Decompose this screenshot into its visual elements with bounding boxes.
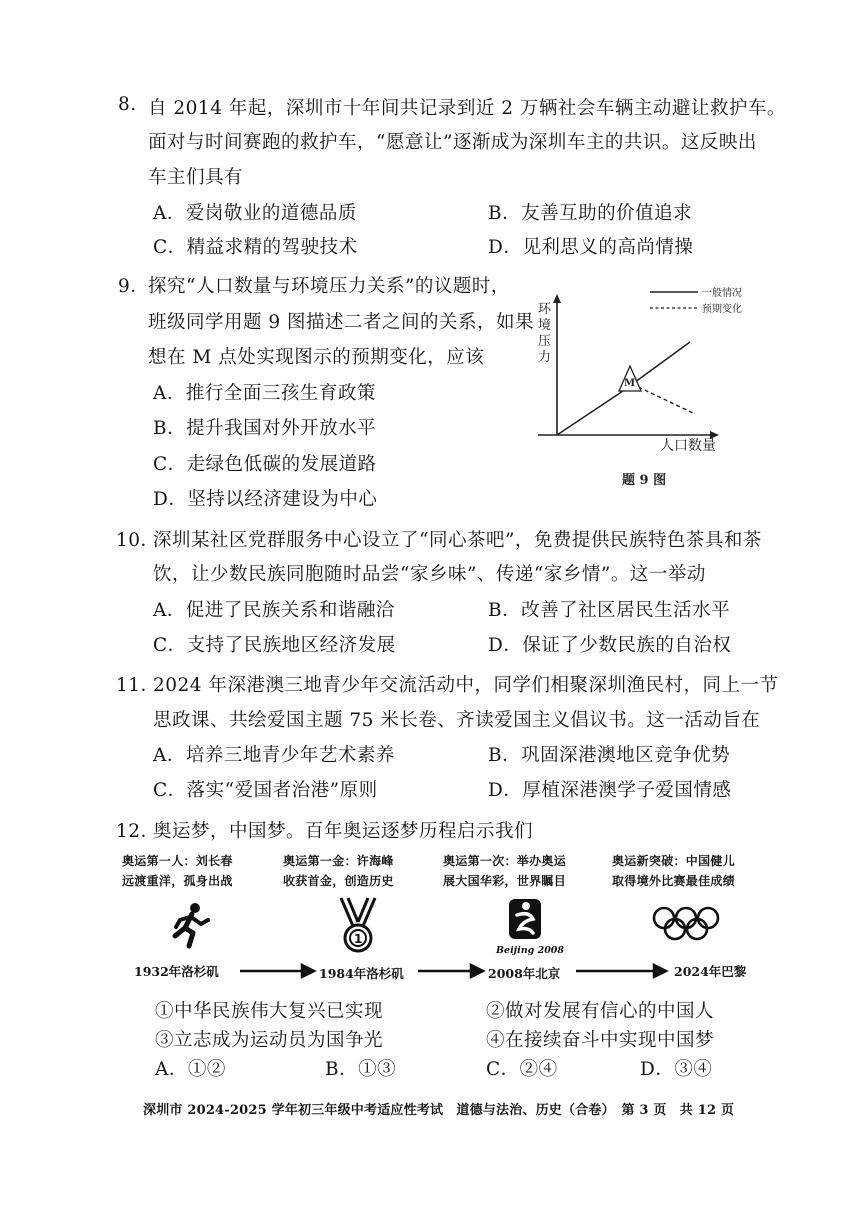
- q8-stem-line-1: 自 2014 年起，深圳市十年间共记录到近 2 万辆社会车辆主动避让救护车。: [148, 98, 786, 119]
- q9-figure: [520, 280, 770, 495]
- q8-number: 8.: [118, 94, 137, 115]
- timeline-arrows: [0, 960, 867, 984]
- x-axis-label: 人口数量: [660, 438, 716, 454]
- q12-statement-1: ①中华民族伟大复兴已实现: [155, 1001, 384, 1022]
- q9-number: 9．: [118, 276, 150, 297]
- q10-option-b[interactable]: B．改善了社区居民生活水平: [488, 600, 731, 621]
- page-footer: 深圳市 2024-2025 学年初三年级中考适应性考试 道德与法治、历史（合卷） 第 3 页 共 12 页: [143, 1103, 735, 1118]
- q9-option-a[interactable]: A．推行全面三孩生育政策: [153, 383, 376, 404]
- q8-option-c[interactable]: C．精益求精的驾驶技术: [153, 237, 358, 258]
- q8-stem-line-2: 面对与时间赛跑的救护车，“愿意让”逐渐成为深圳车主的共识。这反映出: [148, 132, 757, 153]
- q8-option-a[interactable]: A．爱岗敬业的道德品质: [153, 203, 357, 224]
- arrow-2-head: [471, 965, 483, 977]
- q10-stem-line-2: 饮，让少数民族同胞随时品尝“家乡味”、传递“家乡情”。这一举动: [153, 564, 706, 585]
- q9-option-c[interactable]: C．走绿色低碳的发展道路: [153, 454, 377, 475]
- timeline-4-year: 2024年巴黎: [674, 964, 747, 979]
- q10-option-d[interactable]: D．保证了少数民族的自治权: [488, 635, 732, 656]
- figure-legend: [650, 286, 742, 315]
- legend-solid-label: 一般情况: [702, 288, 742, 299]
- q9-stem-line-1: 探究“人口数量与环境压力关系”的议题时，: [148, 276, 510, 297]
- timeline-2-year: 1984年洛杉矶: [319, 966, 404, 981]
- q12-stem: 奥运梦，中国梦。百年奥运逐梦历程启示我们: [153, 821, 534, 842]
- olympic-rings-icon: [650, 904, 722, 944]
- q12-option-c[interactable]: C．②④: [486, 1059, 558, 1080]
- point-m-label: M: [624, 378, 636, 389]
- legend-dashed-label: 预期变化: [702, 304, 742, 315]
- figure-caption: 题 9 图: [622, 473, 667, 488]
- q8-stem-line-3: 车主们具有: [148, 167, 244, 188]
- q11-stem-line-1: 2024 年深港澳三地青少年交流活动中，同学们相聚深圳渔民村，同上一节: [153, 675, 779, 696]
- q11-option-c[interactable]: C．落实“爱国者治港”原则: [153, 780, 378, 801]
- y-axis-label-2: 境: [538, 318, 552, 333]
- timeline-2-caption-1: 奥运第一金：许海峰: [283, 854, 394, 868]
- q10-number: 10．: [116, 530, 160, 551]
- timeline-3-caption-1: 奥运第一次：举办奥运: [443, 854, 567, 868]
- q9-stem-line-2: 班级同学用题 9 图描述二者之间的关系，如果: [148, 312, 535, 333]
- q11-stem-line-2: 思政课、共绘爱国主题 75 米长卷、齐读爱国主义倡议书。这一活动旨在: [153, 710, 761, 731]
- y-axis-label-1: 环: [538, 302, 552, 317]
- q9-stem-line-3: 想在 M 点处实现图示的预期变化，应该: [148, 347, 485, 368]
- beijing-emblem-icon: [495, 897, 565, 959]
- y-axis-label-4: 力: [538, 350, 552, 365]
- q11-option-a[interactable]: A．培养三地青少年艺术素养: [153, 745, 395, 766]
- y-axis-label-3: 压: [538, 334, 552, 349]
- q8-option-d[interactable]: D．见利思义的高尚情操: [488, 237, 694, 258]
- q9-option-b[interactable]: B．提升我国对外开放水平: [153, 418, 377, 439]
- timeline-3-caption-2: 展大国华彩，世界瞩目: [443, 874, 567, 888]
- q11-number: 11．: [116, 675, 160, 696]
- q10-option-c[interactable]: C．支持了民族地区经济发展: [153, 635, 396, 656]
- expected-change-line: [632, 384, 695, 414]
- q12-statement-2: ②做对发展有信心的中国人: [486, 1001, 715, 1022]
- arrow-3-head: [654, 965, 666, 977]
- q12-statement-4: ④在接续奋斗中实现中国梦: [486, 1030, 715, 1051]
- timeline-1-caption-2: 远渡重洋，孤身出战: [122, 874, 233, 888]
- timeline-1-year: 1932年洛杉矶: [134, 964, 219, 979]
- q10-stem-line-1: 深圳某社区党群服务中心设立了“同心茶吧”，免费提供民族特色茶具和茶: [153, 530, 762, 551]
- timeline-4-caption-1: 奥运新突破：中国健儿: [612, 854, 736, 868]
- q12-option-d[interactable]: D．③④: [640, 1059, 713, 1080]
- timeline-1-caption-1: 奥运第一人：刘长春: [122, 854, 233, 868]
- q12-option-a[interactable]: A．①②: [155, 1059, 226, 1080]
- arrow-1-head: [302, 965, 314, 977]
- medal-icon: [333, 896, 383, 956]
- y-axis-arrow: [553, 294, 561, 303]
- beijing-logo-text: Beijing 2008: [496, 945, 565, 956]
- q8-option-b[interactable]: B．友善互助的价值追求: [488, 203, 693, 224]
- q11-option-d[interactable]: D．厚植深港澳学子爱国情感: [488, 780, 732, 801]
- q12-option-b[interactable]: B．①③: [325, 1059, 397, 1080]
- timeline-3-year: 2008年北京: [488, 966, 561, 981]
- q11-option-b[interactable]: B．巩固深港澳地区竞争优势: [488, 745, 731, 766]
- q10-option-a[interactable]: A．促进了民族关系和谐融洽: [153, 600, 395, 621]
- runner-icon: [165, 900, 215, 950]
- svg-text:1: 1: [354, 932, 363, 946]
- timeline-4-caption-2: 取得境外比赛最佳成绩: [612, 874, 736, 888]
- timeline-2-caption-2: 收获首金，创造历史: [283, 874, 394, 888]
- q12-number: 12．: [116, 821, 160, 842]
- q12-statement-3: ③立志成为运动员为国争光: [155, 1030, 384, 1051]
- q9-option-d[interactable]: D．坚持以经济建设为中心: [153, 489, 378, 510]
